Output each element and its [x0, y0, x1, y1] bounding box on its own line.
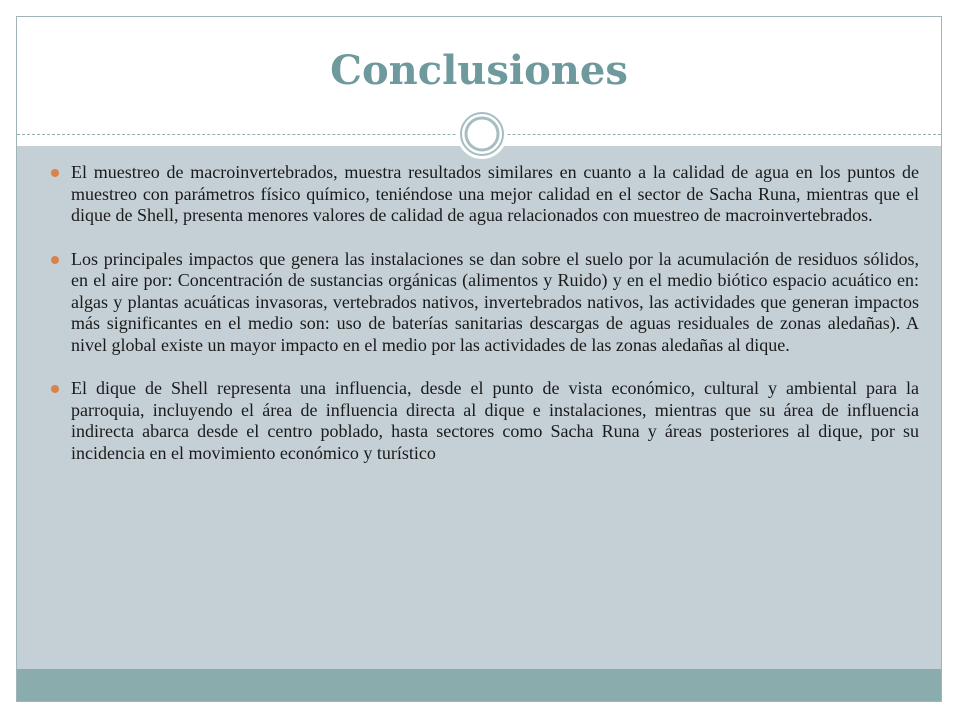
circle-ring-icon — [456, 108, 508, 160]
bullet-dot-icon — [51, 256, 59, 264]
bullet-text: El dique de Shell representa una influencia, desde el punto de vista económico, cultural y ambiental para la parroquia, incluyendo el área de influencia directa al dique e instalaciones, mientras que su área de influencia indirecta abarca desde el centro poblado, hasta sectores como Sacha Runa y áreas posteriores al dique, por su incidencia en el movimiento económico y turístico — [71, 378, 919, 463]
footer-bar — [17, 669, 941, 701]
slide-frame — [16, 16, 942, 702]
bullet-text: Los principales impactos que genera las instalaciones se dan sobre el suelo por la acumulación de residuos sólidos, en el aire por: Concentración de sustancias orgánicas (alimentos y Ruido) y en el medio biótico espacio acuático en: algas y plantas acuáticas invasoras, vertebrados nativos, invertebrados nativos, las actividades que generan impactos más significantes en el medio son: uso de baterías sanitarias descargas de aguas residuales de zonas aledañas). A nivel global existe un mayor impacto en el medio por las actividades de las zonas aledañas al dique. — [71, 248, 919, 355]
bullet-dot-icon — [51, 385, 59, 393]
bullet-dot-icon — [51, 169, 59, 177]
bullet-item — [51, 249, 919, 357]
bullet-item — [51, 378, 919, 464]
slide-title: Conclusiones — [330, 47, 628, 94]
bullet-list — [51, 162, 919, 486]
bullet-item — [51, 162, 919, 227]
bullet-text: El muestreo de macroinvertebrados, muestra resultados similares en cuanto a la calidad de agua en los puntos de muestreo con parámetros físico químico, teniéndose una mejor calidad en el sector de Sacha Runa, mientras que el dique de Shell, presenta menores valores de calidad de agua relacionados con muestreo de macroinvertebrados. — [71, 162, 919, 225]
